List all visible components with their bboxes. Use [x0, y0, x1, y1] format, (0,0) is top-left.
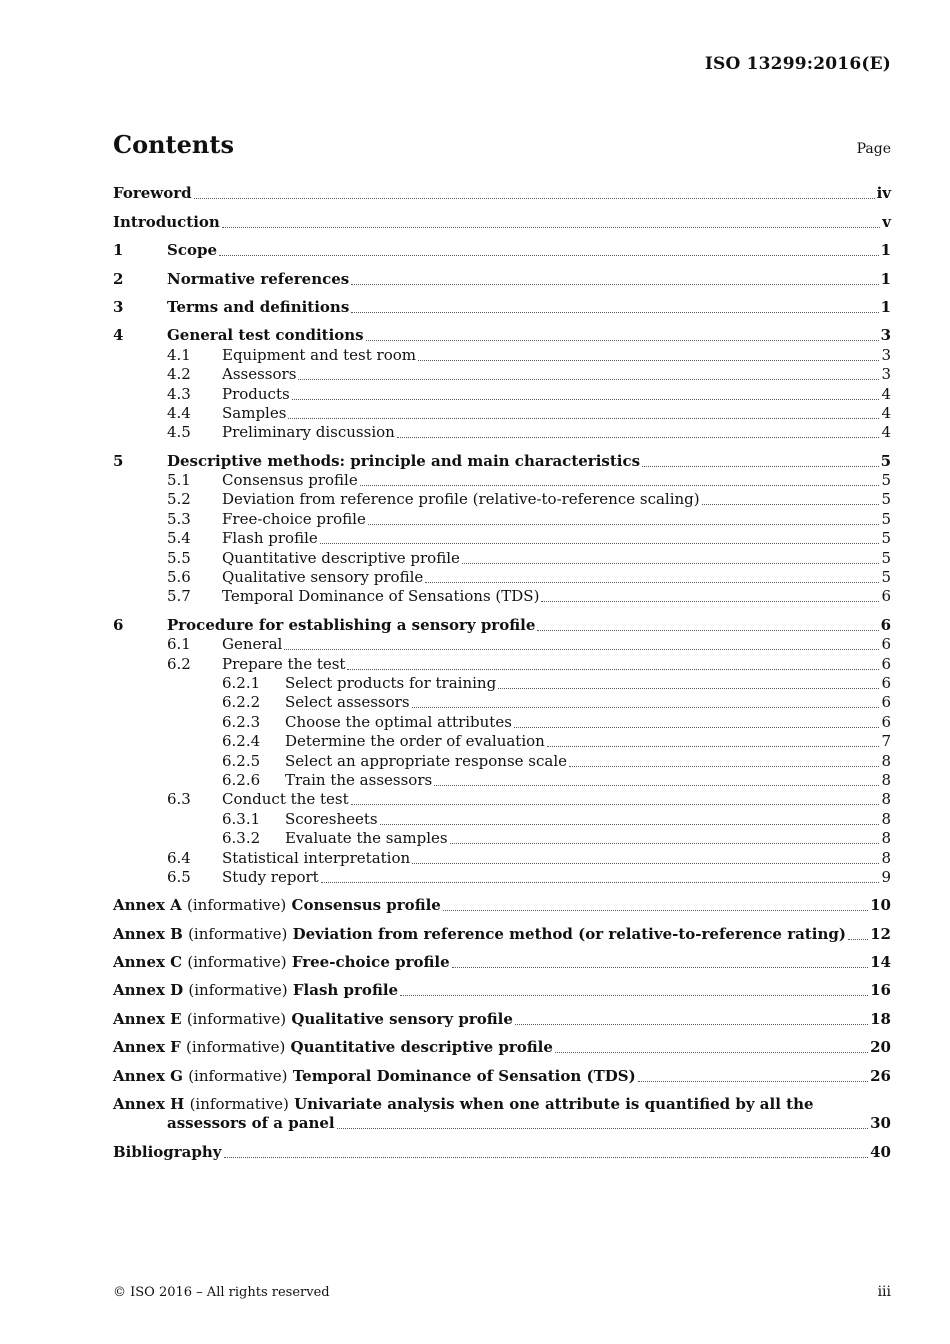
- annex-id: Annex B: [113, 924, 183, 943]
- toc-label: General: [222, 635, 283, 654]
- page-title: Contents: [113, 130, 234, 159]
- toc-entry-annex-b[interactable]: [113, 924, 891, 943]
- toc-label: Select products for training: [285, 673, 497, 692]
- toc-label: Quantitative descriptive profile: [290, 1038, 553, 1057]
- dot-leader: [515, 1023, 868, 1025]
- dot-leader: [224, 1156, 869, 1158]
- toc-page: 6: [881, 635, 891, 654]
- toc-label: Study report: [222, 867, 319, 886]
- toc-number: 6.3.2: [222, 829, 261, 848]
- toc-label: Conduct the test: [222, 790, 349, 809]
- dot-leader: [337, 1127, 869, 1129]
- toc-number: 4.3: [167, 384, 191, 403]
- annex-type: (informative): [186, 1009, 287, 1028]
- toc-number: 6.2: [167, 654, 191, 673]
- toc-page: 10: [870, 896, 891, 915]
- annex-type: (informative): [187, 896, 287, 915]
- toc-page: 5: [881, 568, 891, 587]
- toc-label: Descriptive methods: principle and main characteristics: [167, 451, 641, 470]
- dot-leader: [547, 745, 880, 747]
- toc-page: 40: [870, 1142, 891, 1161]
- toc-number: 6.3.1: [222, 809, 261, 828]
- toc-label: Evaluate the samples: [285, 829, 448, 848]
- toc-label: Deviation from reference method (or relative-to-reference rating): [292, 924, 846, 943]
- toc-page: 4: [881, 403, 891, 422]
- toc-page: 1: [880, 241, 891, 260]
- annex-id: Annex C: [113, 953, 183, 972]
- toc-entry-normative-references[interactable]: [113, 269, 891, 288]
- toc-number: 4.4: [167, 403, 191, 422]
- annex-type: (informative): [188, 924, 288, 943]
- page-column-label: Page: [856, 141, 891, 157]
- toc-page: v: [882, 212, 891, 231]
- dot-leader: [320, 542, 880, 544]
- toc-entry-annex-d[interactable]: [113, 981, 891, 1000]
- toc-entry-4-2[interactable]: [113, 365, 891, 384]
- toc-entry-annex-g[interactable]: [113, 1066, 891, 1085]
- toc-entry-general-test-conditions[interactable]: [113, 326, 891, 345]
- toc-entry-6-2-6[interactable]: [113, 771, 891, 790]
- toc-label: Products: [222, 384, 290, 403]
- toc-label: Samples: [222, 403, 287, 422]
- toc-entry-5-4[interactable]: [113, 529, 891, 548]
- toc-page: 6: [881, 693, 891, 712]
- toc-number: 5.2: [167, 490, 191, 509]
- toc-number: 4.5: [167, 423, 191, 442]
- toc-entry-5-6[interactable]: [113, 568, 891, 587]
- toc-label: Temporal Dominance of Sensation (TDS): [292, 1066, 636, 1085]
- toc-label: Prepare the test: [222, 654, 346, 673]
- toc-page: 6: [881, 712, 891, 731]
- table-of-contents: [113, 184, 891, 1162]
- toc-label: Deviation from reference profile (relative-to-reference scaling): [222, 490, 700, 509]
- toc-page: iv: [876, 184, 891, 203]
- dot-leader: [366, 339, 879, 341]
- toc-page: 8: [881, 809, 891, 828]
- dot-leader: [351, 311, 878, 313]
- dot-leader: [219, 254, 879, 256]
- dot-leader: [418, 359, 879, 361]
- toc-number: 6.2.4: [222, 732, 261, 751]
- dot-leader: [848, 938, 868, 940]
- toc-entry-6-2-2[interactable]: [113, 693, 891, 712]
- toc-page: 16: [870, 981, 891, 1000]
- toc-entry-annex-a[interactable]: [113, 896, 891, 915]
- toc-label: Equipment and test room: [222, 345, 416, 364]
- toc-page: 14: [870, 953, 891, 972]
- toc-entry-6-2-4[interactable]: [113, 732, 891, 751]
- toc-number: 5.7: [167, 587, 191, 606]
- toc-entry-introduction[interactable]: [113, 212, 891, 231]
- toc-label: Procedure for establishing a sensory profile: [167, 615, 536, 634]
- toc-number: 6.3: [167, 790, 191, 809]
- dot-leader: [555, 1051, 868, 1053]
- toc-label: Select an appropriate response scale: [285, 751, 568, 770]
- dot-leader: [462, 562, 880, 564]
- annex-id: Annex D: [113, 981, 184, 1000]
- toc-entry-6-2[interactable]: [113, 654, 891, 673]
- toc-page: 9: [881, 867, 891, 886]
- toc-page: 5: [881, 490, 891, 509]
- toc-page: 5: [881, 471, 891, 490]
- dot-leader: [425, 581, 879, 583]
- dot-leader: [638, 1080, 868, 1082]
- toc-label: Scoresheets: [285, 809, 378, 828]
- toc-page: 3: [881, 365, 891, 384]
- toc-entry-4-3[interactable]: [113, 384, 891, 403]
- toc-entry-6-1[interactable]: [113, 635, 891, 654]
- annex-id: Annex F: [113, 1038, 181, 1057]
- toc-label: Assessors: [222, 365, 297, 384]
- toc-label: Consensus profile: [222, 471, 358, 490]
- toc-entry-6-3[interactable]: [113, 790, 891, 809]
- dot-leader: [452, 966, 868, 968]
- toc-entry-6-5[interactable]: [113, 868, 891, 887]
- dot-leader: [514, 726, 880, 728]
- toc-page: 3: [880, 326, 891, 345]
- toc-page: 5: [880, 451, 891, 470]
- annex-h-first-line: [113, 1095, 891, 1114]
- toc-entry-6-2-3[interactable]: [113, 712, 891, 731]
- toc-page: 4: [881, 423, 891, 442]
- toc-number: 2: [113, 269, 124, 288]
- toc-number: 1: [113, 241, 124, 260]
- toc-page: 26: [870, 1066, 891, 1085]
- toc-number: 4.1: [167, 345, 191, 364]
- toc-page: 6: [881, 654, 891, 673]
- annex-type: (informative): [186, 1038, 286, 1057]
- dot-leader: [194, 197, 875, 199]
- toc-page: 6: [881, 673, 891, 692]
- toc-label: Qualitative sensory profile: [291, 1009, 513, 1028]
- toc-page: 6: [881, 587, 891, 606]
- dot-leader: [400, 994, 868, 996]
- toc-label: Terms and definitions: [167, 297, 350, 316]
- toc-number: 6.1: [167, 635, 191, 654]
- toc-page: 7: [881, 732, 891, 751]
- toc-number: 5.3: [167, 509, 191, 528]
- toc-label: Flash profile: [292, 981, 399, 1000]
- toc-label: Preliminary discussion: [222, 423, 395, 442]
- toc-entry-procedure[interactable]: [113, 615, 891, 634]
- toc-label: Free-choice profile: [291, 953, 450, 972]
- toc-page: 3: [881, 345, 891, 364]
- toc-label: Consensus profile: [291, 896, 441, 915]
- toc-number: 5: [113, 451, 124, 470]
- dot-leader: [569, 765, 879, 767]
- dot-leader: [298, 378, 879, 380]
- toc-entry-4-4[interactable]: [113, 404, 891, 423]
- toc-entry-5-5[interactable]: [113, 548, 891, 567]
- toc-label: Choose the optimal attributes: [285, 712, 512, 731]
- toc-entry-annex-h[interactable]: [113, 1095, 891, 1134]
- toc-page: 18: [870, 1009, 891, 1028]
- toc-label: Univariate analysis when one attribute is quantified by all the: [294, 1094, 814, 1113]
- dot-leader: [443, 909, 868, 911]
- toc-label: Introduction: [113, 212, 220, 231]
- toc-number: 6.2.1: [222, 673, 261, 692]
- toc-label: Temporal Dominance of Sensations (TDS): [222, 587, 540, 606]
- dot-leader: [412, 862, 879, 864]
- toc-page: 8: [881, 790, 891, 809]
- dot-leader: [642, 465, 879, 467]
- toc-label: Foreword: [113, 184, 192, 203]
- toc-entry-5-2[interactable]: [113, 490, 891, 509]
- toc-entry-descriptive-methods[interactable]: [113, 451, 891, 470]
- toc-label: Free-choice profile: [222, 509, 366, 528]
- toc-entry-6-3-2[interactable]: [113, 829, 891, 848]
- annex-id: Annex A: [113, 896, 182, 915]
- toc-entry-5-3[interactable]: [113, 509, 891, 528]
- toc-number: 6.2.2: [222, 693, 261, 712]
- dot-leader: [702, 503, 880, 505]
- toc-number: 5.6: [167, 568, 191, 587]
- toc-page: 8: [881, 751, 891, 770]
- toc-number: 6.5: [167, 867, 191, 886]
- dot-leader: [498, 687, 879, 689]
- toc-entry-foreword[interactable]: [113, 184, 891, 203]
- annex-type: (informative): [188, 981, 288, 1000]
- toc-number: 5.4: [167, 529, 191, 548]
- toc-page: 4: [881, 384, 891, 403]
- toc-entry-6-2-5[interactable]: [113, 751, 891, 770]
- toc-page: 5: [881, 509, 891, 528]
- toc-page: 20: [870, 1038, 891, 1057]
- toc-label: Scope: [167, 241, 218, 260]
- dot-leader: [351, 803, 880, 805]
- dot-leader: [347, 668, 879, 670]
- toc-label: Train the assessors: [285, 770, 433, 789]
- toc-entry-6-2-1[interactable]: [113, 674, 891, 693]
- toc-label: General test conditions: [167, 326, 364, 345]
- toc-entry-4-5[interactable]: [113, 423, 891, 442]
- toc-number: 3: [113, 297, 124, 316]
- page-number: iii: [877, 1284, 891, 1300]
- toc-page: 6: [880, 615, 891, 634]
- dot-leader: [292, 398, 880, 400]
- dot-leader: [222, 226, 880, 228]
- toc-number: 6.2.6: [222, 770, 261, 789]
- toc-number: 6.2.5: [222, 751, 261, 770]
- toc-number: 6.2.3: [222, 712, 261, 731]
- toc-entry-5-1[interactable]: [113, 471, 891, 490]
- dot-leader: [284, 648, 879, 650]
- toc-page: 30: [870, 1114, 891, 1133]
- annex-id: Annex G: [113, 1066, 183, 1085]
- toc-number: 6: [113, 615, 124, 634]
- toc-page: 5: [881, 529, 891, 548]
- toc-number: 6.4: [167, 848, 191, 867]
- dot-leader: [450, 842, 880, 844]
- annex-type: (informative): [187, 953, 287, 972]
- standard-designation: ISO 13299:2016(E): [704, 54, 891, 74]
- dot-leader: [288, 417, 879, 419]
- toc-label: Statistical interpretation: [222, 848, 411, 867]
- toc-entry-scope[interactable]: [113, 241, 891, 260]
- toc-page: 1: [880, 269, 891, 288]
- toc-page: 12: [870, 924, 891, 943]
- toc-number: 4.2: [167, 365, 191, 384]
- copyright-notice: © ISO 2016 – All rights reserved: [113, 1285, 330, 1300]
- toc-entry-6-3-1[interactable]: [113, 809, 891, 828]
- toc-entry-annex-e[interactable]: [113, 1009, 891, 1028]
- toc-page: 8: [881, 770, 891, 789]
- toc-page: 8: [881, 848, 891, 867]
- dot-leader: [351, 283, 878, 285]
- toc-number: 5.5: [167, 548, 191, 567]
- toc-label: Quantitative descriptive profile: [222, 548, 460, 567]
- toc-entry-annex-c[interactable]: [113, 953, 891, 972]
- toc-label: Bibliography: [113, 1142, 222, 1161]
- dot-leader: [368, 523, 880, 525]
- toc-label: Qualitative sensory profile: [222, 568, 424, 587]
- toc-page: 1: [880, 297, 891, 316]
- dot-leader: [541, 600, 879, 602]
- annex-type: (informative): [189, 1094, 289, 1113]
- toc-entry-bibliography[interactable]: [113, 1142, 891, 1161]
- toc-label-continued: assessors of a panel: [167, 1114, 335, 1133]
- dot-leader: [412, 706, 880, 708]
- dot-leader: [360, 484, 880, 486]
- annex-id: Annex H: [113, 1094, 185, 1113]
- toc-number: 4: [113, 326, 124, 345]
- toc-entry-annex-f[interactable]: [113, 1038, 891, 1057]
- toc-entry-6-4[interactable]: [113, 848, 891, 867]
- dot-leader: [321, 881, 880, 883]
- annex-id: Annex E: [113, 1009, 182, 1028]
- toc-label: Select assessors: [285, 693, 410, 712]
- dot-leader: [537, 629, 878, 631]
- toc-page: 5: [881, 548, 891, 567]
- dot-leader: [397, 436, 880, 438]
- annex-h-second-line: [113, 1114, 891, 1133]
- toc-entry-4-1[interactable]: [113, 345, 891, 364]
- toc-number: 5.1: [167, 471, 191, 490]
- dot-leader: [434, 784, 879, 786]
- toc-label: Flash profile: [222, 529, 318, 548]
- dot-leader: [380, 823, 880, 825]
- toc-entry-terms-and-definitions[interactable]: [113, 298, 891, 317]
- toc-label: Determine the order of evaluation: [285, 732, 545, 751]
- annex-type: (informative): [188, 1066, 288, 1085]
- toc-page: 8: [881, 829, 891, 848]
- toc-label: Normative references: [167, 269, 350, 288]
- toc-entry-5-7[interactable]: [113, 587, 891, 606]
